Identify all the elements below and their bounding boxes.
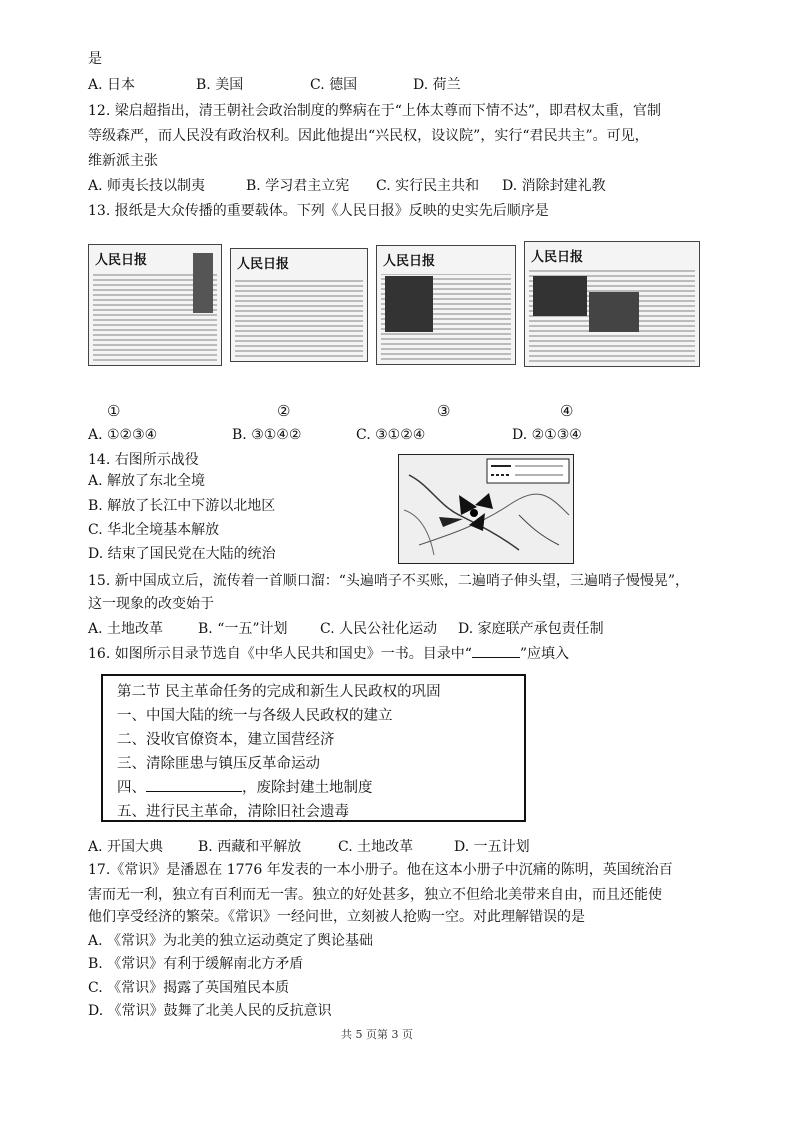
q15-option-c: C. 人民公社化运动 xyxy=(320,621,438,637)
q16-options xyxy=(88,837,728,857)
q11-options xyxy=(88,75,728,95)
newspaper-masthead-2: 人民日报 xyxy=(237,257,290,272)
newspaper-masthead-4: 人民日报 xyxy=(531,250,584,265)
q15-option-d: D. 家庭联产承包责任制 xyxy=(458,621,604,637)
battle-map-image xyxy=(398,454,574,564)
newspaper-mark-3: ③ xyxy=(437,402,451,420)
newspaper-mark-1: ① xyxy=(107,402,121,420)
q13-option-c: C. ③①②④ xyxy=(356,427,426,443)
toc-section-title: 第二节 民主革命任务的完成和新生人民政权的巩固 xyxy=(117,684,441,700)
q14-stem: 14. 右图所示战役 xyxy=(88,452,199,468)
q14-option-c: C. 华北全境基本解放 xyxy=(88,522,220,538)
q15-option-b: B. “一五”计划 xyxy=(198,621,288,637)
q17-stem-line2: 害而无一利，独立有百利而无一害。独立的好处甚多，独立不但给北美带来自由，而且还能使 xyxy=(88,887,662,903)
newspaper-masthead-3: 人民日报 xyxy=(383,254,436,269)
q15-stem-line1: 15. 新中国成立后，流传着一首顺口溜：“头遍哨子不买账，二遍哨子伸头望，三遍哨子慢慢晃”， xyxy=(88,573,690,589)
q17-option-b: B. 《常识》有利于缓解南北方矛盾 xyxy=(88,956,304,972)
toc-item-4-blank xyxy=(146,778,242,792)
q16-stem-a: 16. 如图所示目录节选自《中华人民共和国史》一书。目录中“ xyxy=(88,646,472,662)
newspaper-mark-2: ② xyxy=(277,402,291,420)
q16-option-a: A. 开国大典 xyxy=(88,839,164,855)
toc-box xyxy=(101,674,526,822)
q11-option-b: B. 美国 xyxy=(196,77,244,93)
q14-option-b: B. 解放了长江中下游以北地区 xyxy=(88,498,276,514)
q14-option-a: A. 解放了东北全境 xyxy=(88,473,206,489)
toc-item-4-text: ，废除封建土地制度 xyxy=(242,780,373,796)
q12-option-b: B. 学习君主立宪 xyxy=(246,178,350,194)
q12-options xyxy=(88,176,728,196)
q11-option-c: C. 德国 xyxy=(310,77,358,93)
newspaper-image-3 xyxy=(376,245,516,365)
q13-option-a: A. ①②③④ xyxy=(88,427,158,443)
q16-stem xyxy=(88,644,569,664)
q16-option-d: D. 一五计划 xyxy=(454,839,530,855)
q16-option-b: B. 西藏和平解放 xyxy=(198,839,302,855)
newspaper-image-4 xyxy=(524,241,700,367)
q13-stem: 13. 报纸是大众传播的重要载体。下列《人民日报》反映的史实先后顺序是 xyxy=(88,203,549,219)
newspaper-masthead-1: 人民日报 xyxy=(95,253,148,268)
toc-item-4 xyxy=(117,776,510,800)
newspaper-image-1 xyxy=(88,244,222,366)
q16-stem-b: ”应填入 xyxy=(519,646,570,662)
q17-stem-line1: 17.《常识》是潘恩在 1776 年发表的一本小册子。他在这本小册子中沉痛的陈明，英国统治百 xyxy=(88,862,673,878)
q12-option-d: D. 消除封建礼教 xyxy=(502,178,606,194)
toc-item-5: 五、进行民主革命，清除旧社会遗毒 xyxy=(117,804,349,820)
q15-options xyxy=(88,619,728,639)
q15-stem-line2: 这一现象的改变始于 xyxy=(88,596,214,612)
newspaper-image-2 xyxy=(230,248,368,362)
q12-option-a: A. 师夷长技以制夷 xyxy=(88,178,206,194)
newspaper-mark-4: ④ xyxy=(560,402,574,420)
q17-option-c: C. 《常识》揭露了英国殖民本质 xyxy=(88,980,290,996)
q15-option-a: A. 土地改革 xyxy=(88,621,164,637)
q16-option-c: C. 土地改革 xyxy=(338,839,414,855)
q11-tail: 是 xyxy=(88,51,102,67)
toc-item-1: 一、中国大陆的统一与各级人民政权的建立 xyxy=(117,708,393,724)
page-footer: 共 5 页第 3 页 xyxy=(341,1028,413,1041)
q12-option-c: C. 实行民主共和 xyxy=(376,178,480,194)
q16-blank xyxy=(472,644,520,658)
q14-option-d: D. 结束了国民党在大陆的统治 xyxy=(88,546,276,562)
q13-option-d: D. ②①③④ xyxy=(512,427,582,443)
q11-option-d: D. 荷兰 xyxy=(413,77,461,93)
q17-option-d: D. 《常识》鼓舞了北美人民的反抗意识 xyxy=(88,1003,332,1019)
q13-option-b: B. ③①④② xyxy=(232,427,302,443)
toc-item-3: 三、清除匪患与镇压反革命运动 xyxy=(117,756,320,772)
q12-stem-line1: 12. 梁启超指出，清王朝社会政治制度的弊病在于“上体太尊而下情不达”，即君权太重，官制 xyxy=(88,103,662,119)
q17-stem-line3: 他们享受经济的繁荣。《常识》一经问世，立刻被人抢购一空。对此理解错误的是 xyxy=(88,909,585,925)
q17-option-a: A. 《常识》为北美的独立运动奠定了舆论基础 xyxy=(88,933,374,949)
toc-item-4-prefix: 四、 xyxy=(117,780,146,796)
q12-stem-line2: 等级森严，而人民没有政治权利。因此他提出“兴民权，设议院”，实行“君民共主”。可见， xyxy=(88,128,649,144)
q12-stem-line3: 维新派主张 xyxy=(88,153,158,169)
q13-options xyxy=(88,425,728,445)
toc-item-2: 二、没收官僚资本，建立国营经济 xyxy=(117,732,335,748)
q11-option-a: A. 日本 xyxy=(88,77,136,93)
